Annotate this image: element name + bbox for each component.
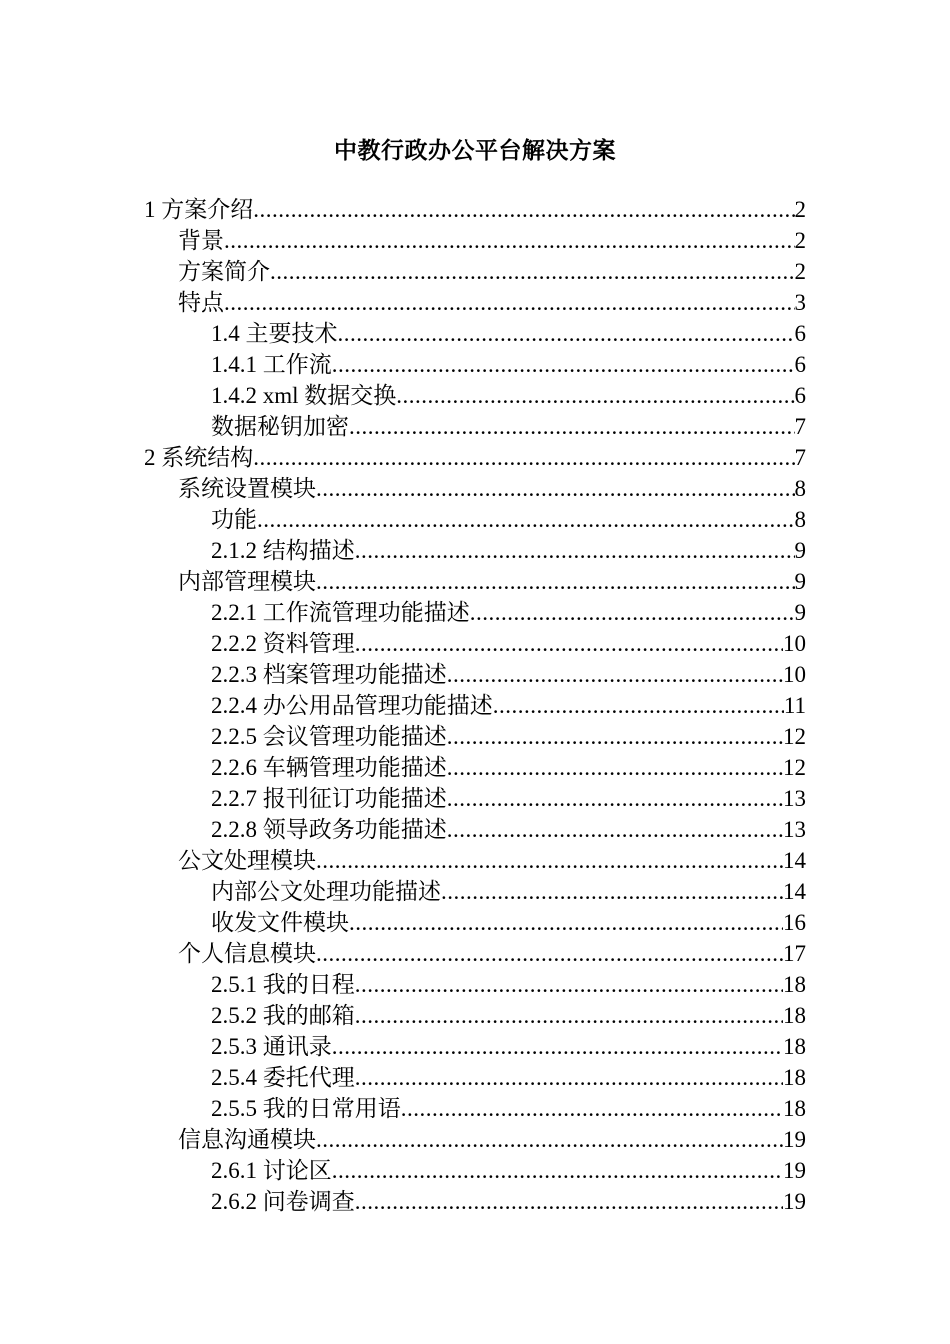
toc-dot-leader	[224, 225, 795, 256]
toc-dot-leader	[316, 845, 783, 876]
toc-page-number: 9	[794, 600, 806, 625]
toc-entry-level-3[interactable]	[0, 907, 950, 938]
toc-entry-level-3[interactable]	[0, 411, 950, 442]
toc-page-number: 6	[794, 352, 806, 377]
toc-dot-leader	[493, 690, 784, 721]
toc-page-number: 19	[783, 1158, 806, 1183]
toc-dot-leader	[447, 721, 783, 752]
toc-entry-title: 2.6.1 讨论区	[211, 1158, 332, 1183]
toc-entry-level-3[interactable]	[0, 1186, 950, 1217]
toc-entry-title: 内部公文处理功能描述	[211, 879, 441, 904]
toc-entry-level-3[interactable]	[0, 721, 950, 752]
toc-entry-title: 2.5.4 委托代理	[211, 1065, 355, 1090]
toc-dot-leader	[257, 504, 795, 535]
toc-page-number: 19	[783, 1127, 806, 1152]
toc-dot-leader	[316, 1124, 783, 1155]
toc-dot-leader	[270, 256, 795, 287]
toc-page-number: 2	[794, 259, 806, 284]
toc-dot-leader	[447, 783, 783, 814]
page-title: 中教行政办公平台解决方案	[334, 138, 616, 164]
toc-entry-title: 收发文件模块	[211, 910, 349, 935]
toc-entry-level-3[interactable]	[0, 752, 950, 783]
toc-page-number: 10	[783, 631, 806, 656]
toc-dot-leader	[355, 969, 783, 1000]
toc-dot-leader	[224, 287, 795, 318]
toc-dot-leader	[316, 938, 783, 969]
toc-entry-title: 2.2.1 工作流管理功能描述	[211, 600, 470, 625]
toc-entry-level-2[interactable]	[0, 1124, 950, 1155]
toc-entry-title: 1.4.1 工作流	[211, 352, 332, 377]
toc-entry-title: 系统设置模块	[178, 476, 316, 501]
toc-entry-level-3[interactable]	[0, 659, 950, 690]
toc-dot-leader	[253, 442, 794, 473]
toc-dot-leader	[355, 1062, 783, 1093]
toc-entry-title: 公文处理模块	[178, 848, 316, 873]
toc-dot-leader	[355, 628, 783, 659]
toc-entry-title: 2.2.3 档案管理功能描述	[211, 662, 447, 687]
toc-entry-title: 2.5.5 我的日常用语	[211, 1096, 401, 1121]
toc-entry-level-1[interactable]	[0, 194, 950, 225]
toc-page-number: 7	[794, 445, 806, 470]
toc-dot-leader	[316, 473, 795, 504]
toc-page-number: 9	[794, 538, 806, 563]
toc-dot-leader	[470, 597, 795, 628]
toc-entry-title: 1.4.2 xml 数据交换	[211, 383, 397, 408]
toc-page-number: 18	[783, 972, 806, 997]
toc-entry-level-2[interactable]	[0, 256, 950, 287]
toc-entry-level-2[interactable]	[0, 225, 950, 256]
toc-entry-level-2[interactable]	[0, 287, 950, 318]
toc-entry-level-3[interactable]	[0, 597, 950, 628]
toc-dot-leader	[396, 380, 794, 411]
toc-entry-level-3[interactable]	[0, 380, 950, 411]
toc-entry-level-3[interactable]	[0, 690, 950, 721]
toc-entry-title: 2.2.8 领导政务功能描述	[211, 817, 447, 842]
toc-page-number: 18	[783, 1096, 806, 1121]
toc-dot-leader	[355, 1000, 783, 1031]
toc-dot-leader	[401, 1093, 783, 1124]
toc-page-number: 14	[783, 879, 806, 904]
toc-entry-title: 2.5.1 我的日程	[211, 972, 355, 997]
toc-entry-title: 1 方案介绍	[144, 197, 254, 222]
toc-entry-title: 个人信息模块	[178, 941, 316, 966]
toc-page-number: 19	[783, 1189, 806, 1214]
toc-entry-level-3[interactable]	[0, 1093, 950, 1124]
toc-dot-leader	[441, 876, 783, 907]
toc-entry-title: 功能	[211, 507, 257, 532]
toc-entry-title: 信息沟通模块	[178, 1127, 316, 1152]
toc-entry-title: 2.2.4 办公用品管理功能描述	[211, 693, 493, 718]
toc-entry-title: 2.5.2 我的邮箱	[211, 1003, 355, 1028]
toc-entry-title: 2.1.2 结构描述	[211, 538, 355, 563]
toc-dot-leader	[447, 659, 783, 690]
toc-page-number: 18	[783, 1034, 806, 1059]
toc-entry-title: 2.5.3 通讯录	[211, 1034, 332, 1059]
toc-entry-level-3[interactable]	[0, 504, 950, 535]
toc-page-number: 9	[794, 569, 806, 594]
toc-entry-title: 背景	[178, 228, 224, 253]
toc-entry-level-1[interactable]	[0, 442, 950, 473]
toc-entry-level-2[interactable]	[0, 845, 950, 876]
toc-dot-leader	[447, 814, 783, 845]
toc-entry-level-3[interactable]	[0, 1000, 950, 1031]
toc-page-number: 8	[794, 476, 806, 501]
toc-entry-title: 2.2.6 车辆管理功能描述	[211, 755, 447, 780]
toc-dot-leader	[332, 1031, 783, 1062]
toc-entry-title: 1.4 主要技术	[211, 321, 338, 346]
toc-dot-leader	[349, 411, 795, 442]
toc-entry-level-3[interactable]	[0, 1155, 950, 1186]
toc-entry-level-3[interactable]	[0, 876, 950, 907]
toc-page-number: 3	[794, 290, 806, 315]
toc-dot-leader	[316, 566, 795, 597]
toc-page-number: 8	[794, 507, 806, 532]
toc-dot-leader	[355, 535, 795, 566]
toc-dot-leader	[338, 318, 795, 349]
toc-entry-level-3[interactable]	[0, 1031, 950, 1062]
toc-entry-level-3[interactable]	[0, 349, 950, 380]
toc-page-number: 13	[783, 817, 806, 842]
toc-dot-leader	[349, 907, 783, 938]
toc-page-number: 12	[783, 724, 806, 749]
toc-page-number: 16	[783, 910, 806, 935]
toc-entry-title: 特点	[178, 290, 224, 315]
toc-entry-title: 内部管理模块	[178, 569, 316, 594]
toc-entry-level-2[interactable]	[0, 473, 950, 504]
toc-entry-level-3[interactable]	[0, 1062, 950, 1093]
toc-entry-title: 2 系统结构	[144, 445, 254, 470]
toc-entry-level-3[interactable]	[0, 814, 950, 845]
toc-page-number: 11	[783, 693, 806, 718]
toc-entry-level-3[interactable]	[0, 535, 950, 566]
toc-entry-level-2[interactable]	[0, 566, 950, 597]
toc-page-number: 17	[783, 941, 806, 966]
toc-entry-level-3[interactable]	[0, 318, 950, 349]
toc-entry-title: 2.6.2 问卷调查	[211, 1189, 355, 1214]
toc-page-number: 18	[783, 1003, 806, 1028]
toc-page-number: 2	[794, 197, 806, 222]
toc-entry-level-2[interactable]	[0, 938, 950, 969]
toc-dot-leader	[355, 1186, 783, 1217]
toc-entry-title: 2.2.7 报刊征订功能描述	[211, 786, 447, 811]
toc-dot-leader	[253, 194, 794, 225]
toc-page-number: 6	[794, 383, 806, 408]
toc-entry-title: 2.2.2 资料管理	[211, 631, 355, 656]
toc-page-number: 18	[783, 1065, 806, 1090]
toc-entry-level-3[interactable]	[0, 628, 950, 659]
toc-dot-leader	[332, 1155, 783, 1186]
toc-entry-title: 方案简介	[178, 259, 270, 284]
toc-entry-title: 2.2.5 会议管理功能描述	[211, 724, 447, 749]
table-of-contents	[0, 194, 950, 1217]
toc-entry-title: 数据秘钥加密	[211, 414, 349, 439]
toc-page-number: 14	[783, 848, 806, 873]
toc-dot-leader	[332, 349, 795, 380]
toc-page-number: 2	[794, 228, 806, 253]
toc-page-number: 12	[783, 755, 806, 780]
toc-page-number: 10	[783, 662, 806, 687]
toc-entry-level-3[interactable]	[0, 969, 950, 1000]
toc-page-number: 6	[794, 321, 806, 346]
toc-page-number: 13	[783, 786, 806, 811]
toc-page-number: 7	[794, 414, 806, 439]
toc-dot-leader	[447, 752, 783, 783]
toc-entry-level-3[interactable]	[0, 783, 950, 814]
